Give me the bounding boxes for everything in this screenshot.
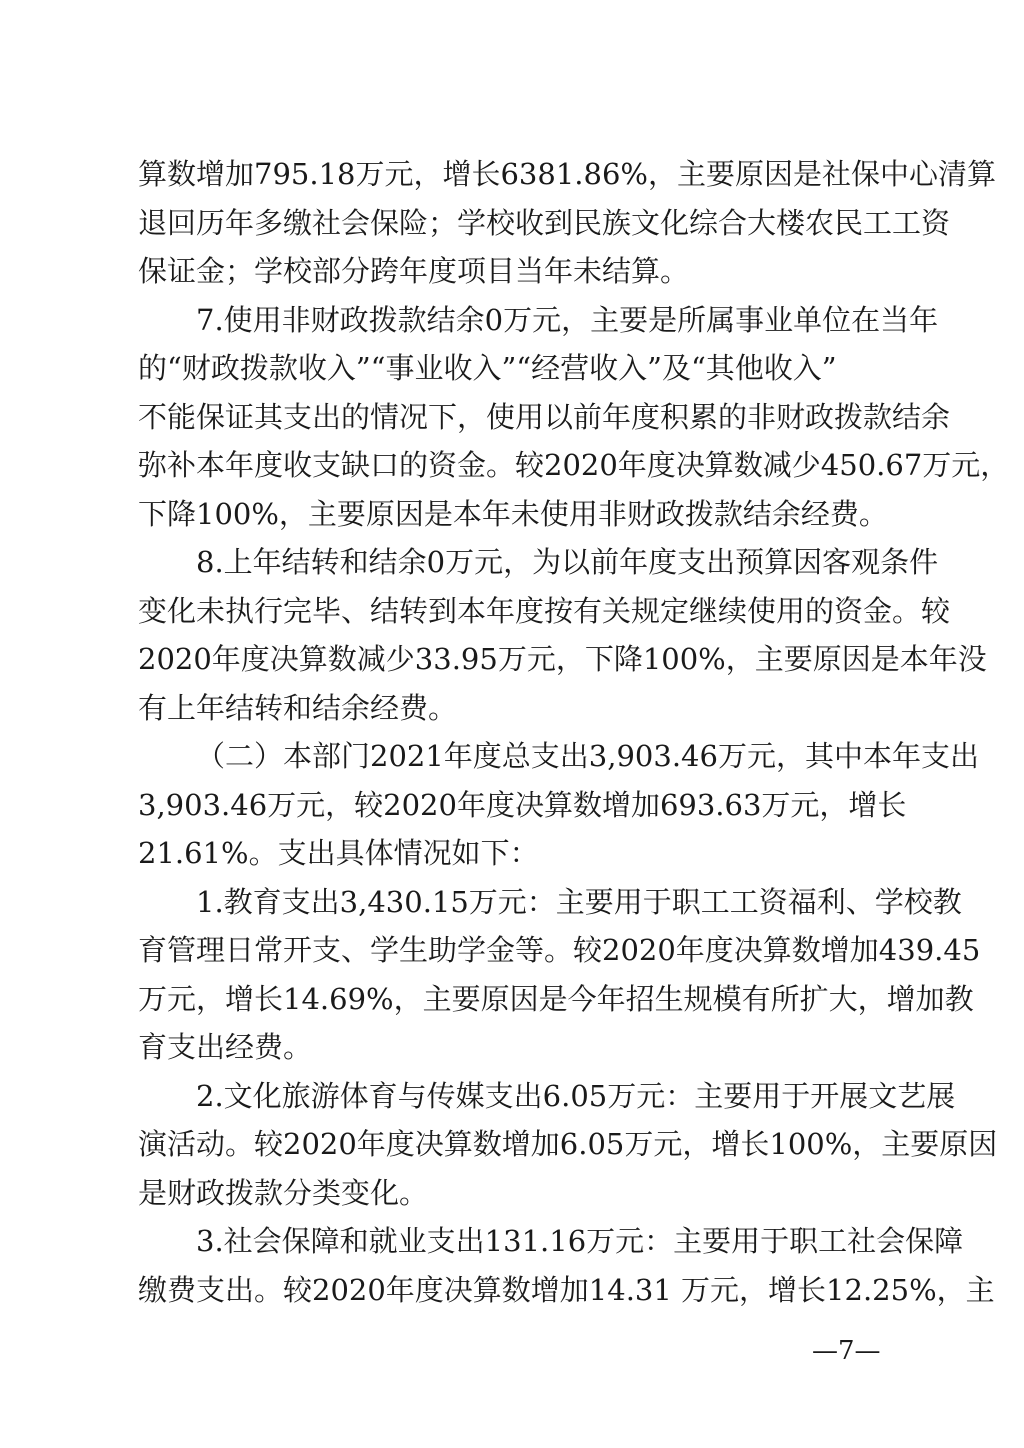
paragraph-expense-3 — [138, 1217, 995, 1314]
text-line: 1.教育支出3,430.15万元：主要用于职工工资福利、学校教 — [196, 884, 962, 919]
text-line: 不能保证其支出的情况下，使用以前年度积累的非财政拨款结余 — [138, 399, 951, 434]
text-line: 是财政拨款分类变化。 — [138, 1175, 429, 1210]
paragraph-continuation — [138, 150, 996, 296]
paragraph-expense-2 — [138, 1072, 998, 1218]
paragraph-item-8 — [138, 538, 987, 732]
document-body — [138, 150, 1010, 1314]
page-number: —7— — [812, 1336, 881, 1366]
text-line: 万元，增长14.69%，主要原因是今年招生规模有所扩大，增加教 — [138, 981, 974, 1016]
text-line: 退回历年多缴社会保险；学校收到民族文化综合大楼农民工工资 — [138, 205, 951, 240]
text-line: 有上年结转和结余经费。 — [138, 690, 458, 725]
paragraph-section-2 — [138, 732, 979, 878]
text-line: 2020年度决算数减少33.95万元，下降100%，主要原因是本年没 — [138, 642, 987, 676]
text-line: 的“财政拨款收入”“事业收入”“经营收入”及“其他收入” — [138, 351, 837, 385]
text-line: 育支出经费。 — [138, 1030, 313, 1064]
text-line: 缴费支出。较2020年度决算数增加14.31 万元，增长12.25%，主 — [138, 1272, 995, 1307]
text-line: 下降100%，主要原因是本年未使用非财政拨款结余经费。 — [138, 496, 888, 531]
text-line: 演活动。较2020年度决算数增加6.05万元，增长100%，主要原因 — [138, 1127, 998, 1161]
text-line: 算数增加795.18万元，增长6381.86%，主要原因是社保中心清算 — [138, 157, 996, 191]
text-line: 21.61%。支出具体情况如下： — [138, 836, 539, 870]
text-line: 保证金；学校部分跨年度项目当年未结算。 — [138, 254, 690, 288]
text-line: 7.使用非财政拨款结余0万元，主要是所属事业单位在当年 — [196, 302, 939, 337]
paragraph-item-7 — [138, 296, 1010, 539]
text-line: 2.文化旅游体育与传媒支出6.05万元：主要用于开展文艺展 — [196, 1078, 956, 1113]
text-line: 育管理日常开支、学生助学金等。较2020年度决算数增加439.45 — [138, 933, 981, 967]
text-line: （二）本部门2021年度总支出3,903.46万元，其中本年支出 — [196, 739, 979, 773]
text-line: 8.上年结转和结余0万元，为以前年度支出预算因客观条件 — [196, 545, 939, 579]
paragraph-expense-1 — [138, 878, 981, 1072]
text-line: 弥补本年度收支缺口的资金。较2020年度决算数减少450.67万元， — [138, 448, 1010, 482]
text-line: 变化未执行完毕、结转到本年度按有关规定继续使用的资金。较 — [138, 593, 951, 628]
text-line: 3,903.46万元，较2020年度决算数增加693.63万元，增长 — [138, 787, 907, 822]
text-line: 3.社会保障和就业支出131.16万元：主要用于职工社会保障 — [196, 1224, 964, 1258]
